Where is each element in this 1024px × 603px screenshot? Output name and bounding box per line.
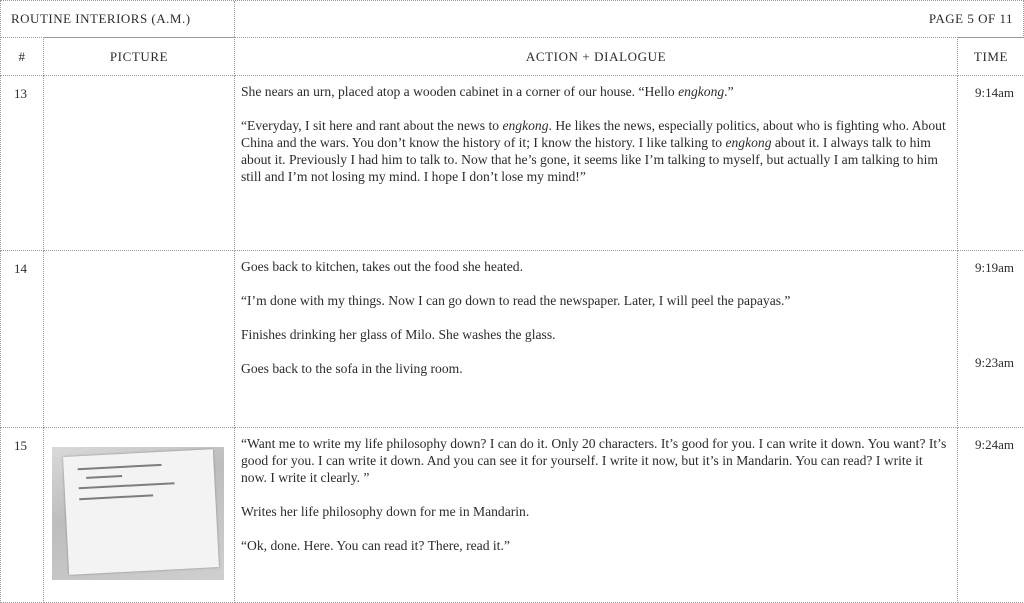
time-value: 9:14am [975, 85, 1014, 100]
storyboard-table [0, 37, 1024, 603]
page-number: PAGE 5 OF 11 [929, 11, 1013, 27]
column-header-picture: PICTURE [44, 38, 235, 76]
dialogue-text: “Everyday, I sit here and rant about the news to [241, 118, 502, 133]
page-header [0, 0, 1024, 38]
table-header-row [1, 38, 1024, 76]
dialogue-text: . He likes the news, especially politics, about who is fighting who. About China and the wars. You don’t know the history of it; I know the history. I like talking to [241, 118, 946, 150]
row-number: 14 [1, 251, 44, 428]
action-paragraph: Writes her life philosophy down for me in Mandarin. [241, 503, 951, 520]
action-paragraph [241, 83, 951, 100]
column-header-time: TIME [958, 38, 1024, 76]
picture-cell [44, 76, 235, 251]
action-text: She nears an urn, placed atop a wooden cabinet in a corner of our house. “Hello [241, 84, 678, 99]
time-cell [958, 428, 1024, 603]
dialogue-text-italic: engkong [725, 135, 771, 150]
handwriting-stroke [86, 475, 122, 479]
column-header-action: ACTION + DIALOGUE [235, 38, 958, 76]
table-row [1, 251, 1024, 428]
dialogue-paragraph: “Ok, done. Here. You can read it? There, read it.” [241, 537, 951, 554]
picture-cell [44, 251, 235, 428]
time-value: 9:19am [975, 260, 1014, 275]
dialogue-paragraph [241, 117, 951, 185]
document-title: ROUTINE INTERIORS (A.M.) [11, 11, 191, 27]
handwriting-stroke [79, 494, 153, 500]
table-row [1, 76, 1024, 251]
paper-card [63, 449, 219, 575]
time-cell [958, 251, 1024, 428]
time-cell [958, 76, 1024, 251]
action-text-italic: engkong [678, 84, 724, 99]
row-number: 15 [1, 428, 44, 603]
action-paragraph: Goes back to kitchen, takes out the food she heated. [241, 258, 951, 275]
action-cell [235, 428, 958, 603]
handwritten-note-photo [52, 447, 224, 580]
action-paragraph: Goes back to the sofa in the living room. [241, 360, 951, 377]
picture-cell [44, 428, 235, 603]
handwriting-stroke [79, 482, 175, 489]
handwriting-stroke [78, 464, 162, 470]
action-paragraph: Finishes drinking her glass of Milo. She washes the glass. [241, 326, 951, 343]
dialogue-paragraph: “Want me to write my life philosophy down? I can do it. Only 20 characters. It’s good for you. I can write it down. You want? It’s good for you. I can write it down. And you can see it for yourself. I write it now, but it’s in Mandarin. You can read? I write it now. I write it clearly. ” [241, 435, 951, 486]
action-text: .” [724, 84, 733, 99]
time-value: 9:23am [958, 355, 1014, 371]
time-value: 9:24am [975, 437, 1014, 452]
header-divider [234, 1, 235, 37]
action-cell [235, 251, 958, 428]
row-number: 13 [1, 76, 44, 251]
dialogue-text-italic: engkong [502, 118, 548, 133]
table-row [1, 428, 1024, 603]
action-cell [235, 76, 958, 251]
dialogue-paragraph: “I’m done with my things. Now I can go down to read the newspaper. Later, I will peel the papayas.” [241, 292, 951, 309]
column-header-number: # [1, 38, 44, 76]
dialogue-text: about it. I always talk to him about it. Previously I had him to talk to. Now that he’s gone, it seems like I’m talking to myself, but actually I am talking to him still and I’m not losing my mind. I hope I don’t lose my mind!” [241, 135, 938, 184]
